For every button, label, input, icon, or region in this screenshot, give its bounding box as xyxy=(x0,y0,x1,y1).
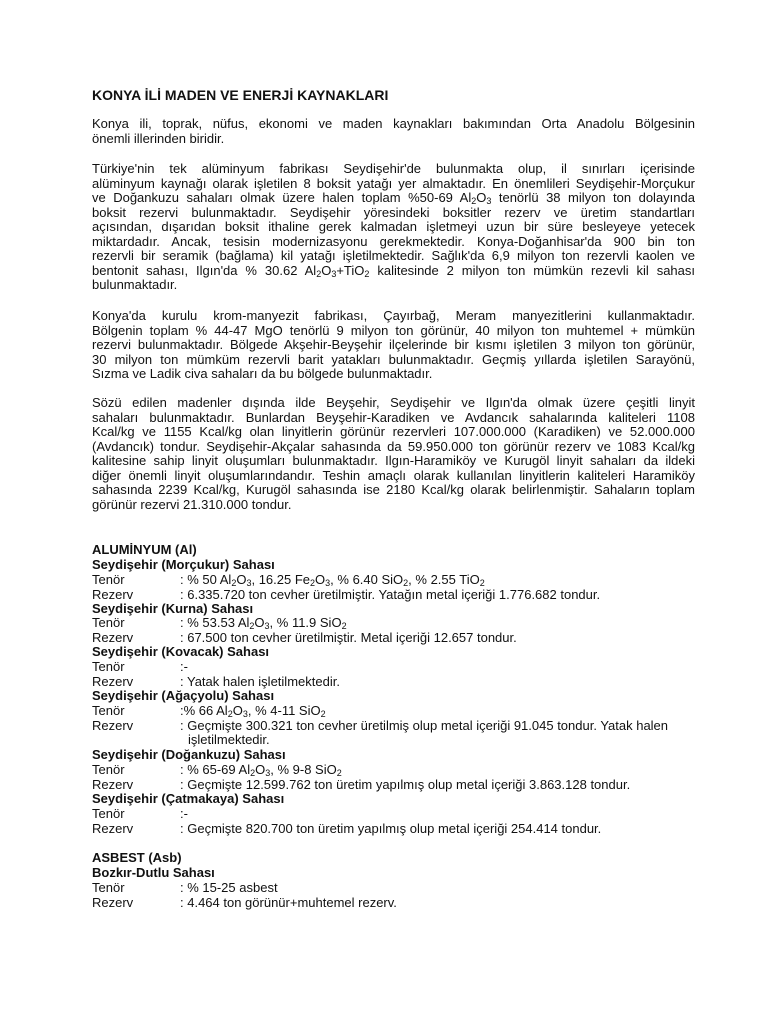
site-title: Seydişehir (Ağaçyolu) Sahası xyxy=(92,688,275,703)
row-value: :% 66 $Al_2O_3$, % 4-11 SiO$_2$ xyxy=(180,703,326,719)
row-value: : % 50 $Al_2O_3$, 16.25 $Fe_2O_3$, % 6.40 SiO$_2$, % 2.55 TiO$_2$ xyxy=(180,572,485,588)
paragraph-line: boksit rezervi bulunmaktadır. Seydişehir yöresindeki boksitler rezerv ve üretim standartları xyxy=(92,204,695,220)
row-label: Tenör xyxy=(92,703,125,718)
paragraph-magnesite xyxy=(92,309,695,382)
row-value: : 4.464 ton görünür+muhtemel rezerv. xyxy=(180,895,397,910)
site-title: Seydişehir (Morçukur) Sahası xyxy=(92,557,275,572)
row-label: Tenör xyxy=(92,762,125,777)
row-label: Tenör xyxy=(92,880,125,895)
paragraph-line: bulunmaktadır. xyxy=(92,277,178,292)
paragraph-line: Sözü edilen madenler dışında ilde Beyşehir, Seydişehir ve Ilgın'da olmak üzere çeşitli linyit xyxy=(92,395,695,410)
section-title-aluminium: ALUMİNYUM (Al) xyxy=(92,542,197,557)
paragraph-line: sahasında 2239 Kcal/kg, Kurugöl sahasında ise 2180 Kcal/kg olarak belirlenmiştir. Sahaların toplam xyxy=(92,482,695,497)
site-title: Bozkır-Dutlu Sahası xyxy=(92,865,215,880)
paragraph-line: Konya ili, toprak, nüfus, ekonomi ve maden kaynakları bakımından Orta Anadolu Bölgesinin xyxy=(92,116,695,131)
row-label: Rezerv xyxy=(92,587,134,602)
paragraph-line: 30 milyon ton mümküm rezervli barit yatakları bulunmaktadır. Geçmiş yıllarda işletilen Sarayönü, xyxy=(92,351,695,367)
paragraph-line: sahaları bulunmaktadır. Bunlardan Beyşehir-Karadiken ve Avdancık sahalarında kaliteleri 1108 xyxy=(92,409,695,425)
site-title: Seydişehir (Çatmakaya) Sahası xyxy=(92,791,285,806)
paragraph-line: rezervli bir seramik (bağlama) kil yatağı işletilmektedir. Sağlık'da 6,9 milyon ton rezervli kaolen ve xyxy=(92,248,695,263)
paragraph-line: açısından, dışarıdan boksit ithaline gerek kalmadan işletmeyi uzun bir süre besleyeye yetecek xyxy=(92,219,695,234)
row-label: Rezerv xyxy=(92,718,134,733)
section-title-asbest: ASBEST (Asb) xyxy=(92,850,182,865)
row-label: Tenör xyxy=(92,572,125,587)
row-label: Rezerv xyxy=(92,821,134,836)
page-title: KONYA İLİ MADEN VE ENERJİ KAYNAKLARI xyxy=(92,87,389,103)
row-value: :- xyxy=(180,806,188,821)
paragraph-intro xyxy=(92,117,695,146)
row-value: : Geçmişte 300.321 ton cevher üretilmiş olup metal içeriği 91.045 tondur. Yatak halen xyxy=(180,718,669,733)
paragraph-line: diğer önemli linyit oluşumlarındandır. Teshin amaçlı olarak kullanılan linyitlerin kaliteleri Haramiköy xyxy=(92,467,695,483)
row-label: Rezerv xyxy=(92,777,134,792)
paragraph-line: alüminyum kaynağı olarak işletilen 8 boksit yatağı yer almaktadır. En önemlileri Seydişehir-Morçukur xyxy=(92,175,695,191)
site-title: Seydişehir (Doğankuzu) Sahası xyxy=(92,747,286,762)
paragraph-lignite xyxy=(92,396,695,512)
paragraph-aluminium xyxy=(92,162,695,293)
paragraph-line: önemli illerinden biridir. xyxy=(92,130,225,146)
paragraph-line: Türkiye'nin tek alüminyum fabrikası Seydişehir'de bulunmakta olup, il sınırları içerisinde xyxy=(92,161,695,176)
row-label: Rezerv xyxy=(92,630,134,645)
row-value: : % 15-25 asbest xyxy=(180,880,278,895)
paragraph-line: görünür rezervi 21.310.000 tondur. xyxy=(92,496,292,512)
paragraph-line: Sızma ve Ladik civa sahaları da bu bölgede bulunmaktadır. xyxy=(92,366,433,381)
row-value: : % 65-69 $Al_2O_3$, % 9-8 SiO$_2$ xyxy=(180,762,342,778)
row-value: : Geçmişte 820.700 ton üretim yapılmış olup metal içeriği 254.414 tondur. xyxy=(180,821,602,836)
paragraph-line: Bölgenin toplam % 44-47 MgO tenörlü 9 milyon ton görünür, 40 milyon ton muhtemel + mümkün xyxy=(92,322,695,338)
row-value: : % 53.53 $Al_2O_3$, % 11.9 SiO$_2$ xyxy=(180,615,347,631)
paragraph-line: kalitesine sahip linyit oluşumları bulunmaktadır. Ilgın-Haramiköy ve Kurugöl linyit sahaları da ildeki xyxy=(92,453,695,468)
row-label: Rezerv xyxy=(92,674,134,689)
paragraph-line: rezervi bulunmaktadır. Bölgede Akşehir-Beyşehir ilçelerinde bir kısmı işletilen 3 milyon ton görünür, xyxy=(92,337,695,352)
paragraph-line: (Avdancık) tondur. Seydişehir-Akçalar sahasında da 59.950.000 ton görünür rezerv ve 1083 Kcal/kg xyxy=(92,438,695,454)
site-title: Seydişehir (Kovacak) Sahası xyxy=(92,644,270,659)
row-label: Tenör xyxy=(92,615,125,630)
paragraph-line: Konya'da kurulu krom-manyezit fabrikası, Çayırbağ, Meram manyezitlerini kullanmaktadır. xyxy=(92,308,695,323)
paragraph-line: miktardadır. Ancak, tesisin modernizasyonu gerekmektedir. Konya-Doğanhisar'da 900 bin ton xyxy=(92,233,695,249)
site-title: Seydişehir (Kurna) Sahası xyxy=(92,601,254,616)
row-value: : 67.500 ton cevher üretilmiştir. Metal içeriği 12.657 tondur. xyxy=(180,630,517,645)
row-value: : Yatak halen işletilmektedir. xyxy=(180,674,340,689)
paragraph-line: ve Doğankuzu sahaları olmak üzere halen toplam %50-69 $Al_2O_3$ tenörlü 38 milyon ton dolayında xyxy=(92,190,695,206)
paragraph-line: bentonit sahası, Ilgın'da % 30.62 $Al_2O_3+TiO_2$ kalitesinde 2 milyon ton mümkün rezevli kil sahası xyxy=(92,262,695,279)
row-value: : Geçmişte 12.599.762 ton üretim yapılmış olup metal içeriği 3.863.128 tondur. xyxy=(180,777,631,792)
row-label: Rezerv xyxy=(92,895,134,910)
paragraph-line: Kcal/kg ve 1155 Kcal/kg olan linyitlerin görünür rezervleri 107.000.000 (Karadiken) ve 52.000.000 xyxy=(92,424,695,439)
row-value: :- xyxy=(180,659,188,674)
row-label: Tenör xyxy=(92,659,125,674)
row-label: Tenör xyxy=(92,806,125,821)
row-value-continuation: işletilmektedir. xyxy=(188,732,270,747)
row-value: : 6.335.720 ton cevher üretilmiştir. Yatağın metal içeriği 1.776.682 tondur. xyxy=(180,587,601,602)
